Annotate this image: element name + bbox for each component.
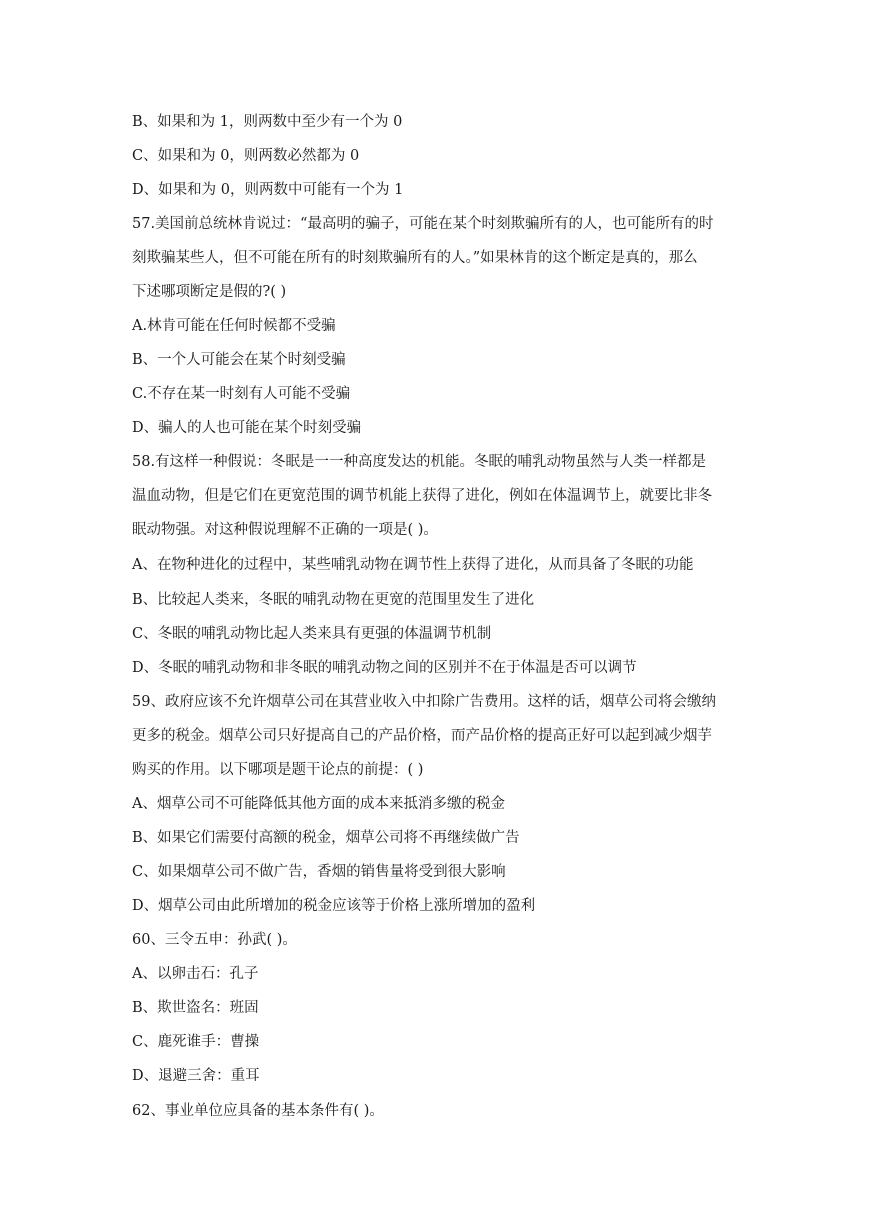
option-57-d: D、骗人的人也可能在某个时刻受骗 — [132, 420, 362, 436]
option-60-c: C、鹿死谁手：曹操 — [132, 1034, 260, 1050]
option-59-d: D、烟草公司由此所增加的税金应该等于价格上涨所增加的盈利 — [132, 898, 536, 914]
option-59-b: B、如果它们需要付高额的税金，烟草公司将不再继续做广告 — [132, 830, 520, 846]
option-60-d: D、退避三舍：重耳 — [132, 1068, 260, 1084]
question-60: 60、三令五申：孙武( )。 — [132, 932, 297, 948]
option-56-c: C、如果和为 0，则两数必然都为 0 — [132, 148, 360, 164]
question-59-line-3: 购买的作用。以下哪项是题干论点的前提：( ) — [132, 762, 424, 778]
question-58-line-2: 温血动物，但是它们在更宽范围的调节机能上获得了进化，例如在体温调节上，就要比非冬 — [132, 488, 712, 504]
option-59-a: A、烟草公司不可能降低其他方面的成本来抵消多缴的税金 — [132, 796, 505, 812]
question-58-line-3: 眠动物强。对这种假说理解不正确的一项是( )。 — [132, 522, 438, 538]
option-58-b: B、比较起人类来，冬眠的哺乳动物在更宽的范围里发生了进化 — [132, 592, 535, 608]
question-59-line-1: 59、政府应该不允许烟草公司在其营业收入中扣除广告费用。这样的话，烟草公司将会缴纳 — [132, 694, 716, 710]
option-60-b: B、欺世盗名：班固 — [132, 1000, 259, 1016]
option-58-a: A、在物种进化的过程中，某些哺乳动物在调节性上获得了进化，从而具备了冬眠的功能 — [132, 557, 694, 573]
option-57-c: C.不存在某一时刻有人可能不受骗 — [132, 386, 351, 402]
option-56-b: B、如果和为 1，则两数中至少有一个为 0 — [132, 114, 403, 130]
option-59-c: C、如果烟草公司不做广告，香烟的销售量将受到很大影响 — [132, 864, 506, 880]
option-58-c: C、冬眠的哺乳动物比起人类来具有更强的体温调节机制 — [132, 626, 492, 642]
option-60-a: A、以卵击石：孔子 — [132, 966, 259, 982]
question-58-line-1: 58.有这样一种假说：冬眠是一一种高度发达的机能。冬眠的哺乳动物虽然与人类一样都是 — [132, 454, 707, 470]
question-57-line-3: 下述哪项断定是假的?( ) — [132, 284, 287, 300]
question-62: 62、事业单位应具备的基本条件有( )。 — [132, 1103, 384, 1119]
question-57-line-2: 刻欺骗某些人，但不可能在所有的时刻欺骗所有的人。”如果林肯的这个断定是真的，那么 — [132, 250, 698, 266]
option-57-a: A.林肯可能在任何时候都不受骗 — [132, 318, 336, 334]
question-57-line-1: 57.美国前总统林肯说过：“最高明的骗子，可能在某个时刻欺骗所有的人，也可能所有的时 — [132, 216, 714, 232]
question-59-line-2: 更多的税金。烟草公司只好提高自己的产品价格，而产品价格的提高正好可以起到减少烟芋 — [132, 728, 712, 744]
option-56-d: D、如果和为 0，则两数中可能有一个为 1 — [132, 182, 404, 198]
option-57-b: B、一个人可能会在某个时刻受骗 — [132, 352, 346, 368]
option-58-d: D、冬眠的哺乳动物和非冬眠的哺乳动物之间的区别并不在于体温是否可以调节 — [132, 660, 637, 676]
